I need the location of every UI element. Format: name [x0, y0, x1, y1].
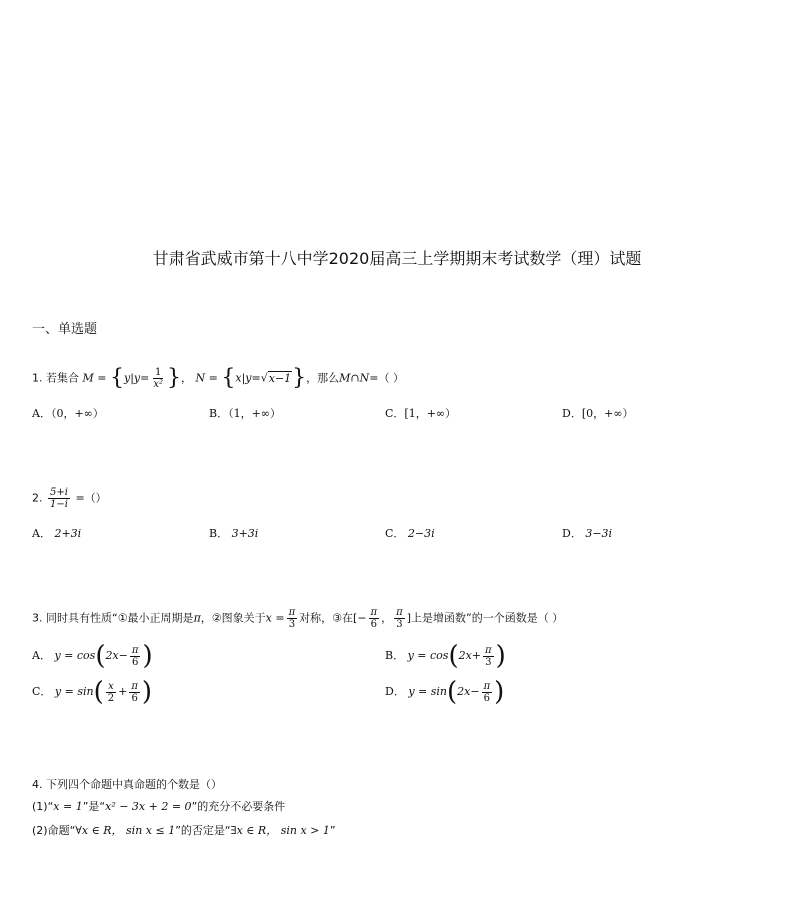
q3-f1-num: π [288, 607, 296, 618]
q1-option-d: D．[0，+∞） [562, 407, 634, 420]
question-4: 4. 下列四个命题中真命题的个数是（） [32, 778, 222, 791]
q2-option-a-label: A． [32, 527, 51, 540]
q2-frac-num: 5+i [50, 487, 68, 498]
q3-option-d-inner: 2x− [457, 685, 480, 698]
q3-frac-1 [287, 607, 298, 630]
q1-brace-open: { [109, 365, 124, 391]
q1-brace-open-2: { [221, 365, 236, 391]
q2-option-c-value: 2−3i [407, 527, 435, 540]
q3-option-d-paren-open: ( [447, 677, 458, 707]
page-title: 甘肃省武威市第十八中学2020届高三上学期期末考试数学（理）试题 [152, 249, 642, 268]
q2-option-d [562, 525, 612, 541]
q4-p1-b: ”是“ [82, 800, 106, 813]
q3-option-b-fnum: π [485, 644, 492, 656]
q2-tail: =（） [75, 491, 107, 505]
q4-p2-b: ”的否定是“ [175, 824, 231, 837]
q3-option-c [32, 677, 152, 707]
q3-option-c-inner-frac [106, 681, 116, 704]
q1-equals-2: = [140, 371, 150, 385]
q3-option-c-fden: 6 [131, 692, 138, 704]
q3-option-a-fn: y = cos [54, 649, 96, 662]
q3-option-b-inner: 2x+ [458, 649, 482, 662]
q4-proposition-2 [32, 824, 336, 838]
q3-option-a-label: A． [32, 649, 51, 662]
q3-option-c-paren-open: ( [93, 677, 104, 707]
q3-pi: π [193, 611, 201, 625]
question-2 [32, 487, 107, 510]
q3-option-a-paren-open: ( [95, 641, 106, 671]
q1-var-x: x [235, 371, 242, 385]
question-3 [32, 607, 563, 630]
q3-option-c-frac [129, 681, 140, 704]
q1-option-c: C．[1，+∞） [385, 407, 457, 420]
q4-p2-a: (2)命题“ [32, 824, 76, 837]
q2-frac-den: 1−i [50, 499, 68, 510]
q4-p1-m2: x² − 3x + 2 = 0 [105, 800, 192, 813]
q3-text-c: 对称，③在[− [299, 611, 367, 625]
q3-option-d-fnum: π [483, 680, 491, 692]
q2-option-a-value: 2+3i [54, 527, 82, 540]
section-heading: 一、单选题 [32, 322, 98, 337]
q4-proposition-1 [32, 800, 285, 814]
q1-option-b: B．（1，+∞） [209, 407, 281, 420]
q3-f2-den: 6 [370, 619, 378, 630]
q1-set-m: M [82, 371, 94, 385]
q1-equals: = [97, 371, 107, 385]
q1-var-y2: y [133, 371, 141, 385]
q3-x-eq: x = [265, 611, 285, 625]
q3-option-c-fnum: π [131, 680, 138, 692]
q1-frac-den: x² [153, 379, 164, 390]
q3-option-d-fn: y = sin [408, 685, 447, 698]
q4-p1-c: ”的充分不必要条件 [191, 800, 286, 813]
q2-option-b-label: B． [209, 527, 229, 540]
q3-f2-num: π [370, 607, 378, 618]
q3-f3-num: π [396, 607, 403, 618]
q3-f3-den: 3 [396, 619, 403, 630]
q2-option-c-label: C． [385, 527, 405, 540]
q1-number: 1. [32, 371, 43, 385]
q2-option-d-label: D． [562, 527, 582, 540]
q1-equals-4: = [251, 371, 261, 385]
q1-var-y3: y [245, 371, 252, 385]
q3-text-b: ，②图象关于 [200, 611, 266, 625]
q2-number: 2. [32, 491, 43, 505]
question-1 [32, 367, 404, 390]
q2-option-b-value: 3+3i [231, 527, 259, 540]
q1-option-a: A．（0，+∞） [32, 407, 104, 420]
q3-option-d-frac [482, 681, 493, 704]
q4-p2-m1: ∀x ∈ R， sin x ≤ 1 [75, 824, 176, 837]
q1-sqrt-body: x−1 [268, 371, 292, 385]
q3-option-a-inner: 2x− [105, 649, 128, 662]
q1-var-y: y [123, 371, 131, 385]
q3-text-d: ]上是增函数”的一个函数是（ ） [406, 611, 564, 625]
q2-option-d-value: 3−3i [585, 527, 613, 540]
q1-comma: ， [181, 371, 193, 385]
q1-tail-end: =（ ） [369, 371, 404, 385]
q1-fraction [151, 367, 165, 390]
q3-option-c-fn: y = sin [54, 685, 94, 698]
q1-set-n: N [195, 371, 206, 385]
sqrt-icon: √ [260, 371, 268, 385]
q1-brace-close: } [167, 365, 182, 391]
q4-p1-m1: x = 1 [53, 800, 83, 813]
q3-option-a-fnum: π [131, 644, 139, 656]
q3-option-c-paren-close: ) [141, 677, 153, 707]
q4-p1-a: (1)“ [32, 800, 54, 813]
q1-bar-2: | [241, 371, 246, 385]
q4-p2-c: ” [329, 824, 336, 837]
q3-option-a-frac [130, 645, 141, 668]
q3-option-b-paren-close: ) [495, 641, 506, 671]
q1-equals-3: = [208, 371, 218, 385]
q3-option-a-paren-close: ) [142, 641, 153, 671]
q3-option-b-fn: y = cos [407, 649, 449, 662]
q3-option-d-paren-close: ) [494, 677, 505, 707]
q3-option-b-frac [483, 645, 494, 668]
q3-option-b-label: B． [385, 649, 405, 662]
q3-option-b-fden: 3 [485, 656, 492, 668]
q2-option-c [385, 525, 435, 541]
q3-option-c-inner-num: x [108, 680, 114, 692]
q1-lead: 若集合 [46, 371, 79, 385]
q3-frac-2 [369, 607, 380, 630]
q2-option-a [32, 525, 81, 541]
q3-option-d [385, 677, 504, 707]
q4-p2-m2: ∃x ∈ R， sin x > 1 [230, 824, 330, 837]
q3-option-c-inner-den: 2 [107, 692, 115, 704]
q1-tail-math: M∩N [339, 371, 370, 385]
q3-text-a: 3. 同时具有性质“①最小正周期是 [32, 611, 194, 625]
q1-frac-num: 1 [155, 367, 162, 378]
q3-option-d-fden: 6 [483, 692, 491, 704]
q3-comma: ， [381, 611, 393, 625]
q3-option-a [32, 641, 153, 671]
q3-option-c-plus: + [118, 685, 128, 698]
q2-fraction [48, 487, 70, 510]
q1-tail-text: ，那么 [306, 371, 340, 385]
q2-option-b [209, 525, 258, 541]
q1-brace-close-2: } [292, 365, 307, 391]
q1-bar: | [130, 371, 134, 385]
q3-option-d-label: D． [385, 685, 405, 698]
q3-f1-den: 3 [288, 619, 296, 630]
q3-option-b-paren-open: ( [448, 641, 459, 671]
q3-option-a-fden: 6 [131, 656, 139, 668]
q3-option-c-label: C． [32, 685, 52, 698]
q3-option-b [385, 641, 506, 671]
q3-frac-3 [394, 607, 405, 630]
